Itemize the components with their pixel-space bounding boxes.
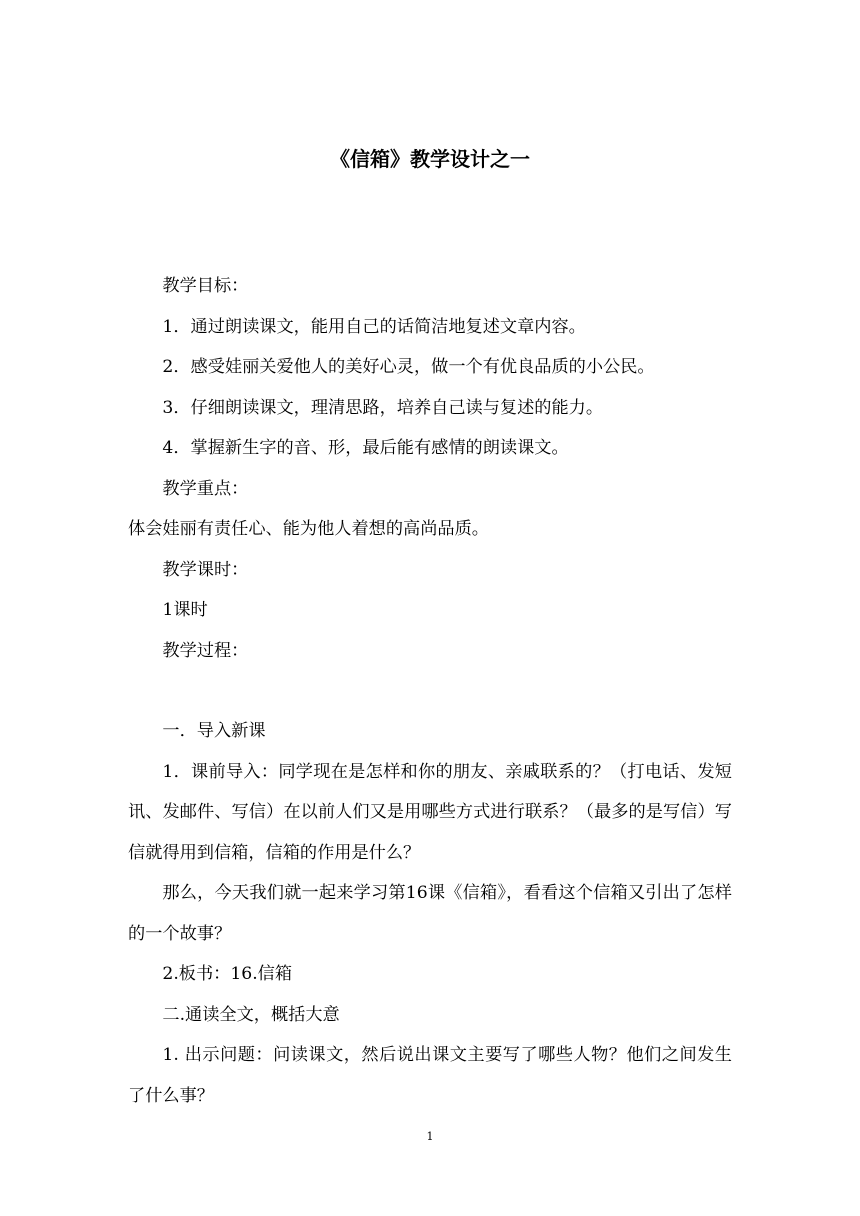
paragraph-objective-1: 1．通过朗读课文，能用自己的话简洁地复述文章内容。 [162, 316, 586, 337]
paragraph-intro-continuation: 那么，今天我们就一起来学习第16课《信箱》，看看这个信箱又引出了怎样的一个故事？ [128, 883, 732, 944]
paragraph-hours-text: 1课时 [162, 600, 208, 620]
paragraph-reading-step-1: 1. 出示问题：问读课文，然后说出课文主要写了哪些人物？他们之间发生了什么事？ [128, 1045, 732, 1106]
paragraph-objectives-heading: 教学目标： [162, 276, 249, 296]
page-number: 1 [426, 1130, 434, 1143]
section-gap [128, 671, 732, 711]
paragraph-focus-text: 体会娃丽有责任心、能为他人着想的高尚品质。 [128, 519, 489, 539]
paragraph-section-1-heading: 一．导入新课 [162, 721, 266, 741]
paragraph-hours-heading: 教学课时： [162, 559, 249, 580]
document-title: 《信箱》教学设计之一 [330, 147, 530, 171]
paragraph-intro-step-1: 1．课前导入：同学现在是怎样和你的朋友、亲戚联系的？（打电话、发短讯、发邮件、写信）在以前人们又是用哪些方式进行联系？（最多的是写信）写信就得用到信箱，信箱的作用是什么？ [128, 761, 732, 863]
paragraph-objective-3: 3．仔细朗读课文，理清思路，培养自己读与复述的能力。 [162, 397, 604, 418]
paragraph-objective-2: 2．感受娃丽关爱他人的美好心灵，做一个有优良品质的小公民。 [162, 357, 655, 377]
paragraph-focus-heading: 教学重点： [162, 478, 249, 499]
paragraph-section-2-heading: 二.通读全文，概括大意 [162, 1004, 340, 1025]
paragraph-objective-4: 4．掌握新生字的音、形，最后能有感情的朗读课文。 [162, 438, 569, 458]
paragraph-intro-step-2: 2.板书：16.信箱 [162, 964, 293, 984]
document-body [128, 266, 732, 1116]
paragraph-process-heading: 教学过程： [162, 640, 249, 661]
